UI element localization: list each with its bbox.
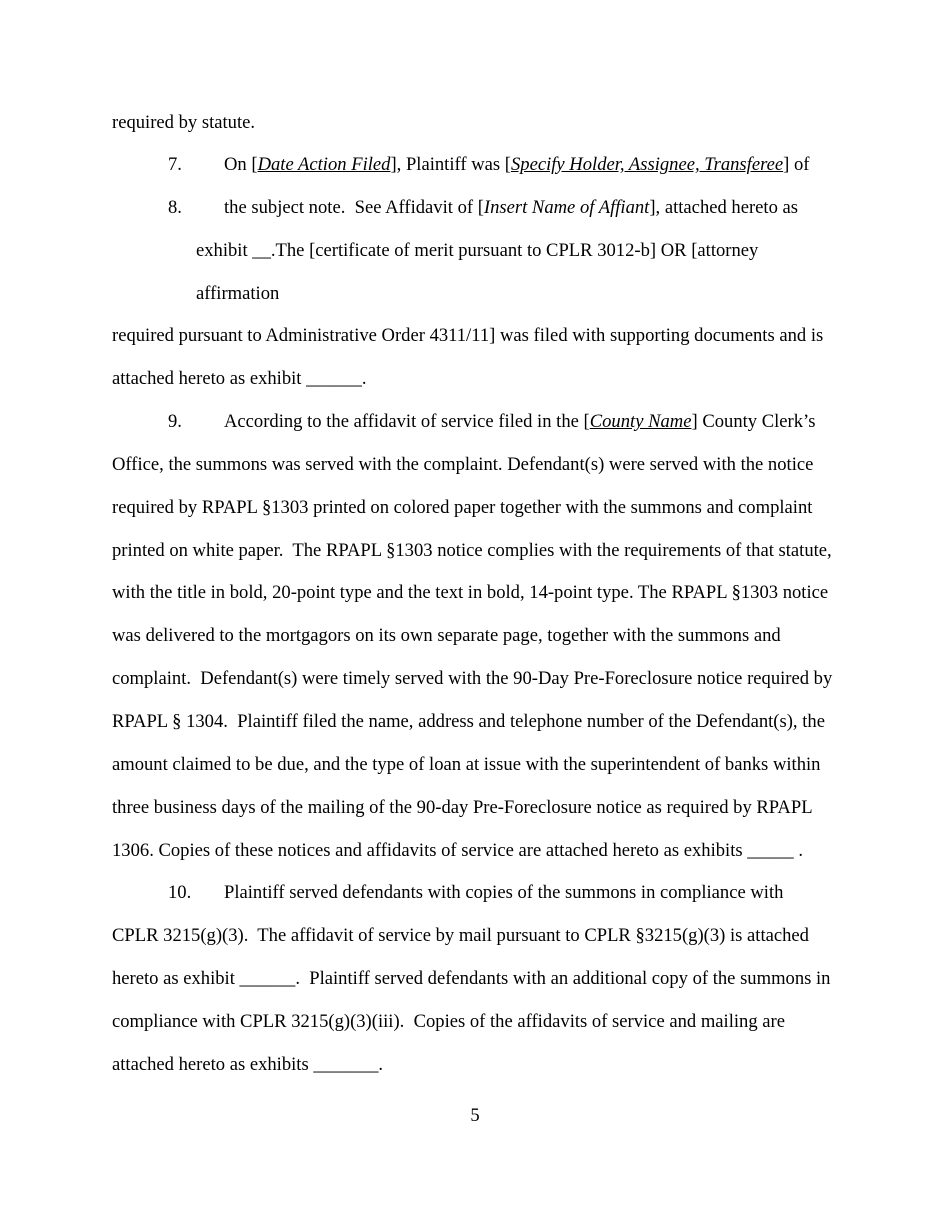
text-line: 1306. Copies of these notices and affidavits of service are attached hereto as exhibits _____ . bbox=[112, 840, 804, 861]
text-line: attached hereto as exhibit ______. bbox=[112, 368, 367, 389]
text-line: with the title in bold, 20-point type and the text in bold, 14-point type. The RPAPL §1303 notice bbox=[112, 582, 829, 603]
text-line: exhibit __.The [certificate of merit pursuant to CPLR 3012-b] OR [attorney bbox=[196, 240, 759, 261]
placeholder-date-action-filed: Date Action Filed bbox=[257, 154, 391, 175]
text-line: hereto as exhibit ______. Plaintiff served defendants with an additional copy of the summons in bbox=[112, 968, 831, 989]
text-line: amount claimed to be due, and the type of loan at issue with the superintendent of banks within bbox=[112, 754, 821, 775]
text-line: required pursuant to Administrative Order 4311/11] was filed with supporting documents and is bbox=[112, 325, 824, 346]
text-line: affirmation bbox=[196, 283, 280, 304]
text-line: complaint. Defendant(s) were timely served with the 90-Day Pre-Foreclosure notice required by bbox=[112, 668, 833, 689]
placeholder-holder-assignee: Specify Holder, Assignee, Transferee bbox=[510, 154, 784, 175]
text-line: was delivered to the mortgagors on its own separate page, together with the summons and bbox=[112, 625, 781, 646]
text-line: attached hereto as exhibits _______. bbox=[112, 1054, 384, 1075]
text-line: Office, the summons was served with the complaint. Defendant(s) were served with the notice bbox=[112, 454, 814, 475]
paragraph-7-line: On [Date Action Filed], Plaintiff was [Specify Holder, Assignee, Transferee] of bbox=[224, 154, 810, 175]
text-line: printed on white paper. The RPAPL §1303 notice complies with the requirements of that statute, bbox=[112, 540, 832, 561]
text-line: RPAPL § 1304. Plaintiff filed the name, address and telephone number of the Defendant(s), the bbox=[112, 711, 825, 732]
page-number: 5 bbox=[470, 1105, 480, 1126]
text-line: compliance with CPLR 3215(g)(3)(iii). Copies of the affidavits of service and mailing are bbox=[112, 1011, 785, 1032]
paragraph-number-7: 7. bbox=[168, 154, 182, 175]
paragraph-8-line: the subject note. See Affidavit of [Insert Name of Affiant], attached hereto as bbox=[224, 197, 799, 218]
paragraph-number-9: 9. bbox=[168, 411, 182, 432]
placeholder-county-name: County Name bbox=[589, 411, 692, 432]
paragraph-9-line: According to the affidavit of service filed in the [County Name] County Clerk’s bbox=[224, 411, 816, 432]
paragraph-10-line: Plaintiff served defendants with copies of the summons in compliance with bbox=[224, 882, 784, 903]
text-line: CPLR 3215(g)(3). The affidavit of service by mail pursuant to CPLR §3215(g)(3) is attached bbox=[112, 925, 809, 946]
text-line: three business days of the mailing of the 90-day Pre-Foreclosure notice as required by RPAPL bbox=[112, 797, 813, 818]
placeholder-affiant-name: Insert Name of Affiant bbox=[483, 197, 650, 218]
paragraph-number-10: 10. bbox=[168, 882, 192, 903]
text-line: required by statute. bbox=[112, 112, 256, 133]
text-line: required by RPAPL §1303 printed on colored paper together with the summons and complaint bbox=[112, 497, 813, 518]
paragraph-number-8: 8. bbox=[168, 197, 182, 218]
